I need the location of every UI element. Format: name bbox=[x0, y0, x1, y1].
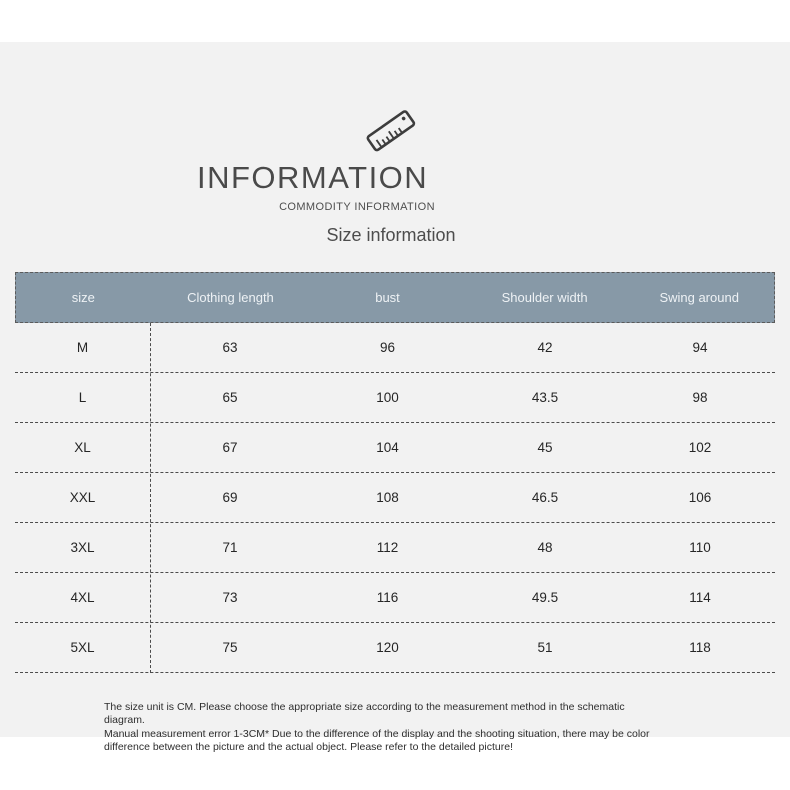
measurement-value: 65 bbox=[222, 390, 238, 405]
size-label: L bbox=[78, 390, 87, 405]
table-row bbox=[15, 623, 775, 673]
measurement-value: 73 bbox=[222, 590, 238, 605]
size-disclaimer bbox=[104, 701, 664, 755]
page-title: INFORMATION bbox=[197, 160, 429, 195]
ruler-icon bbox=[362, 102, 420, 160]
measurement-value: 43.5 bbox=[531, 390, 559, 405]
disclaimer-line: difference between the picture and the actual object. Please refer to the detailed picture! bbox=[104, 741, 513, 754]
size-label: 4XL bbox=[70, 590, 95, 605]
measurement-value: 46.5 bbox=[531, 490, 559, 505]
measurement-value: 112 bbox=[376, 540, 399, 555]
size-column-divider bbox=[150, 323, 151, 673]
size-label: 3XL bbox=[70, 540, 95, 555]
size-label: XXL bbox=[69, 490, 96, 505]
size-label: 5XL bbox=[70, 640, 95, 655]
measurement-value: 94 bbox=[692, 340, 708, 355]
table-row bbox=[15, 573, 775, 623]
disclaimer-line: The size unit is CM. Please choose the appropriate size according to the measurement method in the schematic diagram. bbox=[104, 701, 625, 727]
size-chart-panel bbox=[0, 42, 790, 754]
table-row bbox=[15, 323, 775, 373]
measurement-value: 106 bbox=[688, 490, 712, 505]
size-label: XL bbox=[74, 440, 91, 455]
measurement-value: 67 bbox=[222, 440, 238, 455]
table-row bbox=[15, 423, 775, 473]
measurement-value: 45 bbox=[537, 440, 553, 455]
column-header: size bbox=[71, 290, 95, 305]
disclaimer-line: Manual measurement error 1-3CM* Due to the difference of the display and the shooting situation, there may be color bbox=[104, 727, 650, 740]
measurement-value: 49.5 bbox=[531, 590, 559, 605]
page-subtitle: COMMODITY INFORMATION bbox=[279, 201, 435, 213]
column-header: Shoulder width bbox=[501, 290, 588, 305]
table-row bbox=[15, 473, 775, 523]
measurement-value: 98 bbox=[692, 390, 708, 405]
measurement-value: 51 bbox=[537, 640, 553, 655]
table-row bbox=[15, 523, 775, 573]
measurement-value: 118 bbox=[689, 640, 711, 655]
measurement-value: 42 bbox=[537, 340, 553, 355]
measurement-value: 63 bbox=[222, 340, 238, 355]
measurement-value: 75 bbox=[222, 640, 238, 655]
size-table-body bbox=[15, 323, 775, 673]
measurement-value: 48 bbox=[537, 540, 553, 555]
measurement-value: 108 bbox=[376, 490, 399, 505]
measurement-value: 120 bbox=[376, 640, 399, 655]
measurement-value: 104 bbox=[376, 440, 399, 455]
measurement-value: 96 bbox=[379, 340, 396, 355]
section-title: Size information bbox=[326, 225, 456, 245]
measurement-value: 100 bbox=[376, 390, 399, 405]
measurement-value: 69 bbox=[222, 490, 238, 505]
column-header: bust bbox=[375, 290, 400, 305]
column-header: Swing around bbox=[659, 290, 739, 305]
size-label: M bbox=[76, 340, 89, 355]
measurement-value: 102 bbox=[688, 440, 712, 455]
table-row bbox=[15, 373, 775, 423]
size-table bbox=[15, 272, 775, 673]
column-header: Clothing length bbox=[187, 290, 274, 305]
measurement-value: 110 bbox=[689, 540, 711, 555]
measurement-value: 114 bbox=[689, 590, 711, 605]
size-table-header-row bbox=[15, 272, 775, 323]
measurement-value: 71 bbox=[222, 540, 238, 555]
measurement-value: 116 bbox=[376, 590, 399, 605]
